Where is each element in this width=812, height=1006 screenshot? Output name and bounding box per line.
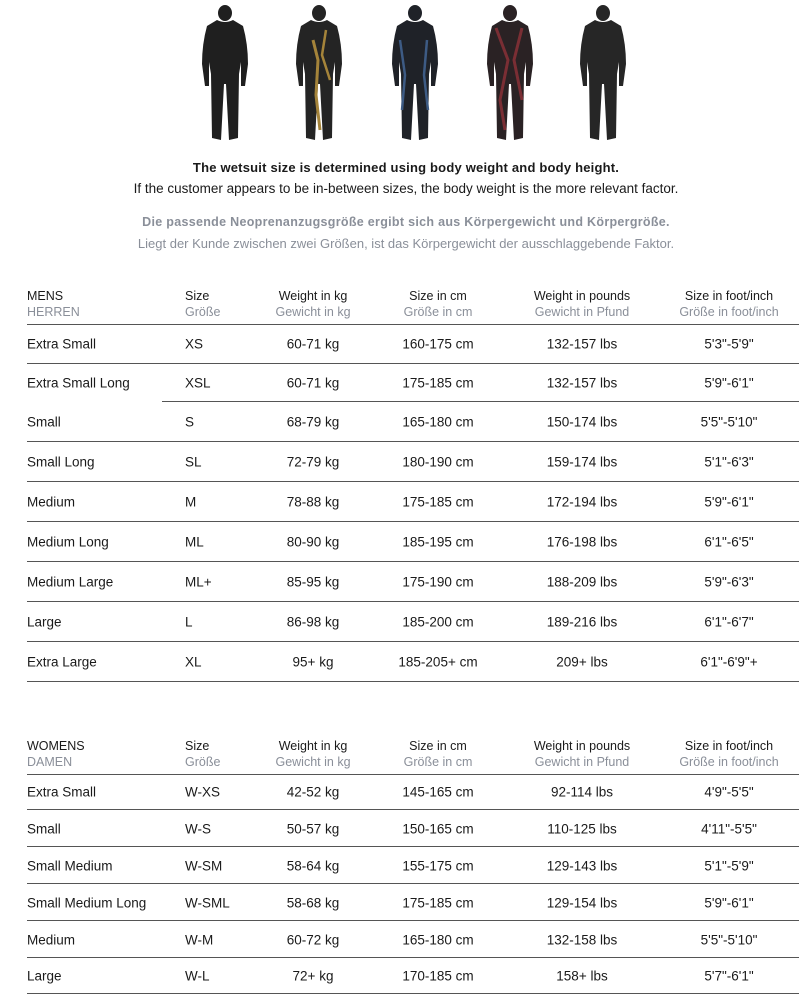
cell-weight-lbs: 129-143 lbs <box>546 858 618 873</box>
wetsuit-2-image <box>296 5 342 140</box>
cell-size: W-S <box>185 821 211 836</box>
table-row <box>27 884 799 921</box>
cell-size-cm: 165-180 cm <box>402 932 474 947</box>
cell-size-ftin: 4'11"-5'5" <box>701 821 757 836</box>
cell-model: Medium Large <box>27 574 114 590</box>
cell-size: XS <box>185 336 204 352</box>
cell-model: Medium <box>27 932 76 947</box>
cell-weight-kg: 60-72 kg <box>286 932 340 947</box>
cell-size-cm: 175-185 cm <box>402 494 474 510</box>
mens-header-model-en: MENS <box>27 289 64 303</box>
cell-size-cm: 155-175 cm <box>402 858 474 873</box>
cell-weight-kg: 72+ kg <box>292 968 334 984</box>
table-row <box>27 402 799 442</box>
womens-header-size-en: Size <box>185 739 210 753</box>
cell-weight-kg: 58-68 kg <box>286 895 340 910</box>
cell-size-ftin: 5'9"-6'1" <box>704 494 754 510</box>
cell-size-cm: 180-190 cm <box>402 454 474 470</box>
cell-weight-lbs: 129-154 lbs <box>546 895 618 910</box>
cell-size-cm: 175-185 cm <box>402 375 474 391</box>
cell-model: Extra Large <box>27 654 97 670</box>
table-row <box>27 810 799 847</box>
cell-weight-kg: 42-52 kg <box>286 784 340 800</box>
womens-header-size-ftin <box>679 738 778 770</box>
mens-header-model <box>27 288 80 320</box>
cell-model: Large <box>27 968 62 984</box>
cell-size: L <box>185 614 193 630</box>
mens-header-model-de: HERREN <box>27 305 80 319</box>
wetsuit-1-image <box>202 5 248 140</box>
cell-weight-kg: 72-79 kg <box>286 454 340 470</box>
mens-header-size-de: Größe <box>185 305 221 319</box>
womens-header-size-de: Größe <box>185 755 221 769</box>
cell-size-cm: 170-185 cm <box>402 968 474 984</box>
womens-header-size-cm <box>404 738 473 770</box>
womens-header-model-de: DAMEN <box>27 755 73 769</box>
mens-header-size-ftin-en: Size in foot/inch <box>684 289 774 303</box>
cell-size-ftin: 5'3"-5'9" <box>704 336 754 352</box>
cell-weight-lbs: 110-125 lbs <box>547 821 617 836</box>
intro-english-line-2: If the customer appears to be in-between sizes, the body weight is the more relevant factor. <box>133 181 679 196</box>
womens-header-size-cm-de: Größe in cm <box>403 755 473 769</box>
intro-german-line-1: Die passende Neoprenanzugsgröße ergibt sich aus Körpergewicht und Körpergröße. <box>142 215 670 229</box>
cell-size: S <box>185 414 195 430</box>
cell-size-ftin: 5'5"-5'10" <box>700 414 758 430</box>
table-row <box>27 602 799 642</box>
cell-size-cm: 145-165 cm <box>402 784 474 800</box>
table-row <box>27 562 799 602</box>
mens-header-weight-lbs-en: Weight in pounds <box>533 289 631 303</box>
cell-size-ftin: 6'1"-6'9"+ <box>700 654 758 670</box>
intro-german-line-2: Liegt der Kunde zwischen zwei Größen, ist das Körpergewicht der ausschlaggebende Faktor. <box>137 236 675 251</box>
cell-weight-kg: 58-64 kg <box>286 858 340 873</box>
womens-header-model <box>27 738 85 770</box>
mens-header-size-cm-de: Größe in cm <box>403 305 473 319</box>
cell-size: XSL <box>185 375 211 391</box>
cell-model: Small Medium Long <box>27 895 147 910</box>
cell-model: Extra Small Long <box>27 375 130 391</box>
cell-weight-lbs: 172-194 lbs <box>546 494 618 510</box>
cell-model: Small <box>27 414 61 430</box>
mens-header-weight-kg <box>275 288 350 320</box>
cell-weight-lbs: 132-158 lbs <box>546 932 618 947</box>
mens-header-size-ftin <box>679 288 778 320</box>
cell-size: W-SML <box>185 895 230 910</box>
womens-header-weight-lbs-en: Weight in pounds <box>533 739 631 753</box>
cell-size-cm: 150-165 cm <box>402 821 474 836</box>
table-row <box>27 642 799 682</box>
womens-header-model-en: WOMENS <box>27 739 85 753</box>
cell-size: ML+ <box>185 574 212 590</box>
cell-weight-kg: 68-79 kg <box>286 414 340 430</box>
cell-size-cm: 185-195 cm <box>402 534 474 550</box>
mens-header-weight-lbs <box>534 288 630 320</box>
cell-weight-kg: 60-71 kg <box>286 336 340 352</box>
wetsuit-5-image <box>580 5 626 140</box>
mens-header-size-ftin-de: Größe in foot/inch <box>679 305 779 319</box>
intro-english-line-1: The wetsuit size is determined using body weight and body height. <box>192 160 620 175</box>
cell-weight-lbs: 209+ lbs <box>556 654 608 670</box>
cell-size-ftin: 5'5"-5'10" <box>700 932 758 947</box>
cell-size-ftin: 6'1"-6'7" <box>704 614 754 630</box>
cell-model: Medium <box>27 494 76 510</box>
cell-model: Medium Long <box>27 534 109 550</box>
wetsuit-4-image <box>487 5 533 140</box>
cell-size-cm: 175-190 cm <box>402 574 474 590</box>
cell-size: XL <box>185 654 202 670</box>
cell-size-ftin: 6'1"-6'5" <box>704 534 754 550</box>
mens-header-weight-kg-en: Weight in kg <box>278 289 348 303</box>
cell-size: W-XS <box>185 784 221 800</box>
womens-size-table <box>27 738 799 984</box>
mens-header-size <box>185 288 220 320</box>
cell-size-cm: 175-185 cm <box>402 895 474 910</box>
mens-header-size-cm <box>404 288 473 320</box>
cell-size-cm: 160-175 cm <box>402 336 474 352</box>
womens-header-weight-kg-en: Weight in kg <box>278 739 348 753</box>
cell-size: W-SM <box>185 858 223 873</box>
table-row <box>27 958 799 994</box>
table-row <box>27 364 799 402</box>
cell-model: Extra Small <box>27 336 97 352</box>
cell-weight-lbs: 158+ lbs <box>556 968 608 984</box>
cell-weight-kg: 95+ kg <box>292 654 334 670</box>
table-row <box>27 482 799 522</box>
row-divider <box>27 993 799 994</box>
cell-weight-kg: 50-57 kg <box>286 821 340 836</box>
womens-header-weight-kg-de: Gewicht in kg <box>275 755 351 769</box>
cell-model: Small <box>27 821 61 836</box>
cell-weight-kg: 80-90 kg <box>286 534 340 550</box>
table-row <box>27 847 799 884</box>
cell-model: Extra Small <box>27 784 97 800</box>
cell-weight-kg: 85-95 kg <box>286 574 340 590</box>
womens-header-weight-kg <box>275 738 350 770</box>
table-row <box>27 324 799 364</box>
womens-table-header <box>27 738 799 774</box>
cell-weight-lbs: 132-157 lbs <box>546 375 618 391</box>
womens-header-size-ftin-de: Größe in foot/inch <box>679 755 779 769</box>
cell-size-ftin: 5'9"-6'3" <box>704 574 754 590</box>
cell-size: ML <box>185 534 204 550</box>
cell-size-ftin: 5'7"-6'1" <box>704 968 754 984</box>
mens-header-size-en: Size <box>185 289 210 303</box>
cell-size-cm: 185-200 cm <box>402 614 474 630</box>
cell-size: SL <box>185 454 202 470</box>
cell-size-cm: 185-205+ cm <box>398 654 478 670</box>
cell-weight-lbs: 189-216 lbs <box>546 614 618 630</box>
cell-weight-kg: 60-71 kg <box>286 375 340 391</box>
wetsuit-3-image <box>392 5 438 140</box>
wetsuit-product-images <box>0 0 812 150</box>
womens-header-size-ftin-en: Size in foot/inch <box>684 739 774 753</box>
table-row <box>27 442 799 482</box>
cell-weight-lbs: 132-157 lbs <box>546 336 618 352</box>
table-row <box>27 522 799 562</box>
table-row <box>27 774 799 810</box>
cell-size-ftin: 5'1"-6'3" <box>704 454 754 470</box>
cell-weight-lbs: 176-198 lbs <box>546 534 618 550</box>
cell-model: Small Medium <box>27 858 113 873</box>
womens-header-size-cm-en: Size in cm <box>409 739 467 753</box>
mens-header-size-cm-en: Size in cm <box>409 289 467 303</box>
cell-size-ftin: 4'9"-5'5" <box>704 784 754 800</box>
mens-table-header <box>27 288 799 324</box>
cell-size-cm: 165-180 cm <box>402 414 474 430</box>
cell-size: M <box>185 494 197 510</box>
table-row <box>27 921 799 958</box>
cell-model: Small Long <box>27 454 95 470</box>
cell-weight-lbs: 159-174 lbs <box>546 454 618 470</box>
mens-header-weight-lbs-de: Gewicht in Pfund <box>534 305 630 319</box>
mens-header-weight-kg-de: Gewicht in kg <box>275 305 351 319</box>
cell-weight-lbs: 188-209 lbs <box>546 574 618 590</box>
cell-model: Large <box>27 614 62 630</box>
cell-size-ftin: 5'1"-5'9" <box>704 858 754 873</box>
womens-header-weight-lbs-de: Gewicht in Pfund <box>534 755 630 769</box>
cell-size: W-L <box>185 968 210 984</box>
cell-weight-kg: 78-88 kg <box>286 494 340 510</box>
cell-weight-lbs: 92-114 lbs <box>550 784 614 800</box>
mens-size-table <box>27 288 799 670</box>
cell-size-ftin: 5'9"-6'1" <box>704 895 754 910</box>
cell-size: W-M <box>185 932 214 947</box>
row-divider <box>27 681 799 682</box>
womens-header-size <box>185 738 220 770</box>
cell-weight-lbs: 150-174 lbs <box>546 414 618 430</box>
womens-header-weight-lbs <box>534 738 630 770</box>
cell-weight-kg: 86-98 kg <box>286 614 340 630</box>
cell-size-ftin: 5'9"-6'1" <box>704 375 754 391</box>
